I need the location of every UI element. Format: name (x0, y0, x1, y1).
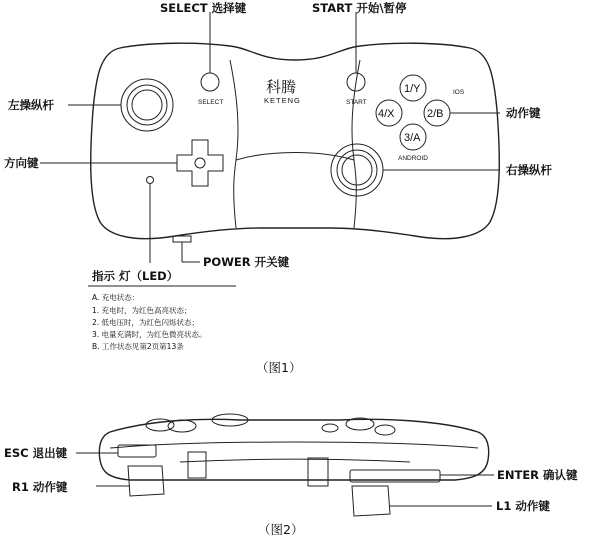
note-line-0: A. 充电状态： (92, 293, 140, 302)
label-start: START 开始\暂停 (312, 1, 407, 15)
label-esc: ESC 退出键 (4, 446, 68, 460)
svg-text:2/B: 2/B (427, 108, 444, 120)
note-line-2: 2. 低电压时，为红色闪烁状态； (92, 318, 200, 327)
power-switch (173, 236, 191, 242)
l1-button (352, 486, 390, 516)
brand-en: KETENG (264, 96, 301, 105)
svg-text:3/A: 3/A (404, 132, 421, 144)
svg-text:4/X: 4/X (378, 108, 395, 120)
led-notes (92, 292, 207, 351)
label-select: SELECT 选择键 (160, 1, 247, 15)
svg-text:1/Y: 1/Y (404, 83, 421, 95)
figure2-front-view (4, 414, 578, 537)
note-line-1: 1. 充电时，为红色高亮状态； (92, 306, 192, 315)
label-dpad: 方向键 (4, 156, 39, 170)
ios-label: IOS (453, 89, 465, 96)
note-line-3: 3. 电量充满时，为红色微亮状态。 (92, 330, 207, 339)
label-r1: R1 动作键 (12, 480, 68, 494)
figure1-top-view (4, 1, 552, 375)
label-power: POWER 开关键 (203, 255, 290, 269)
select-small-label: SELECT (198, 99, 224, 106)
label-indicator: 指示 灯（LED） (92, 269, 179, 283)
android-label: ANDROID (398, 155, 428, 162)
label-action-keys: 动作键 (506, 106, 541, 120)
brand-cn: 科腾 (266, 78, 297, 96)
note-line-4: B. 工作状态见第2页第13条 (92, 342, 184, 351)
label-left-stick: 左操纵杆 (8, 98, 54, 112)
label-enter: ENTER 确认键 (497, 468, 578, 482)
caption-figure1: （图1） (256, 360, 302, 375)
label-right-stick: 右操纵杆 (506, 163, 552, 177)
start-small-label: START (346, 99, 367, 106)
controller-body-top (91, 43, 500, 238)
label-l1: L1 动作键 (496, 499, 550, 513)
caption-figure2: （图2） (258, 522, 304, 537)
controller-body-front (99, 419, 488, 480)
